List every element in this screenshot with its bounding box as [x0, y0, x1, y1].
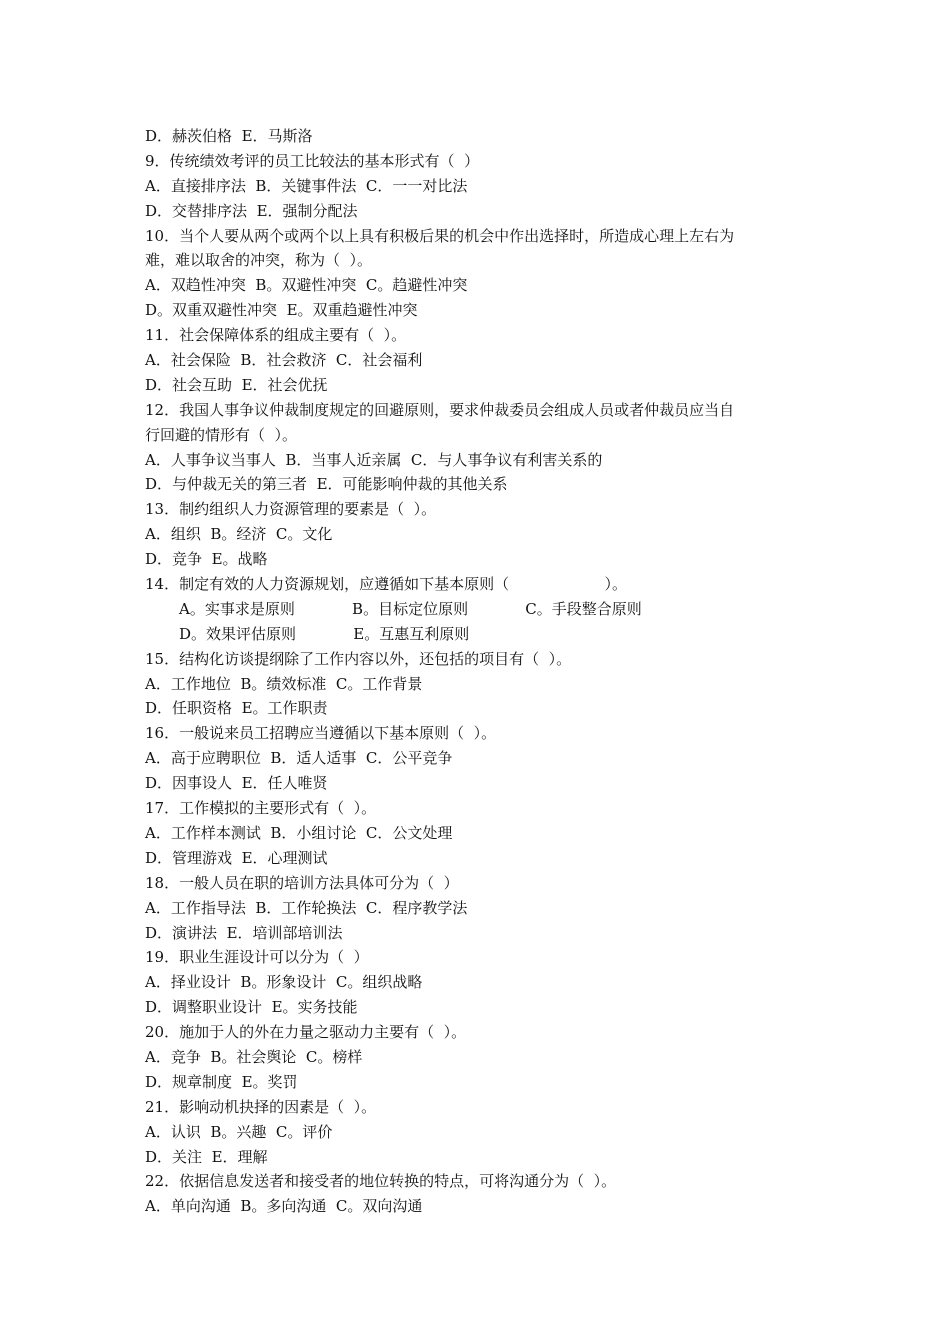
options-line: D．关注 E．理解 [145, 1147, 268, 1166]
options-line: A．认识 B。兴趣 C。评价 [145, 1122, 333, 1141]
question-15: 15．结构化访谈提纲除了工作内容以外，还包括的项目有（ ）。 [145, 649, 572, 668]
options-line: A．双趋性冲突 B。双避性冲突 C。趋避性冲突 [145, 276, 468, 295]
question-10: 10．当个人要从两个或两个以上具有积极后果的机会中作出选择时，所造成心理上左右为 [145, 226, 735, 245]
question-14: 14．制定有效的人力资源规划，应遵循如下基本原则（ ）。 [145, 575, 627, 594]
options-line: D．因事设人 E．任人唯贤 [145, 774, 328, 793]
question-21: 21．影响动机抉择的因素是（ ）。 [145, 1097, 377, 1116]
question-17: 17．工作模拟的主要形式有（ ）。 [145, 799, 377, 818]
options-line: A．组织 B。经济 C。文化 [145, 525, 333, 544]
options-line: D。双重双避性冲突 E。双重趋避性冲突 [145, 301, 418, 320]
question-11: 11．社会保障体系的组成主要有（ ）。 [145, 326, 407, 345]
options-line: A．人事争议当事人 B．当事人近亲属 C．与人事争议有利害关系的 [145, 450, 603, 469]
question-12-continued: 行回避的情形有（ ）。 [145, 425, 298, 444]
document-page [145, 124, 825, 1219]
options-line: D．与仲裁无关的第三者 E．可能影响仲裁的其他关系 [145, 475, 508, 494]
options-line: A．竞争 B。社会舆论 C。榜样 [145, 1047, 363, 1066]
question-9: 9．传统绩效考评的员工比较法的基本形式有（ ） [145, 151, 480, 170]
options-line: D．演讲法 E．培训部培训法 [145, 923, 343, 942]
options-line: A．社会保险 B．社会救济 C．社会福利 [145, 351, 423, 370]
options-line: D．管理游戏 E．心理测试 [145, 848, 328, 867]
question-12: 12．我国人事争议仲裁制度规定的回避原则，要求仲裁委员会组成人员或者仲裁员应当自 [145, 400, 735, 419]
options-line: A．单向沟通 B。多向沟通 C。双向沟通 [145, 1197, 423, 1216]
options-line: D．调整职业设计 E。实务技能 [145, 998, 358, 1017]
question-13: 13．制约组织人力资源管理的要素是（ ）。 [145, 500, 437, 519]
options-line: A．择业设计 B。形象设计 C。组织战略 [145, 973, 423, 992]
options-line: A．工作地位 B。绩效标准 C。工作背景 [145, 674, 423, 693]
options-line: A．工作样本测试 B．小组讨论 C．公文处理 [145, 823, 453, 842]
options-line: A．高于应聘职位 B．适人适事 C．公平竞争 [145, 749, 453, 768]
question-10-continued: 难，难以取舍的冲突，称为（ ）。 [145, 251, 373, 270]
question-18: 18．一般人员在职的培训方法具体可分为（ ） [145, 873, 459, 892]
options-line: D．任职资格 E。工作职责 [145, 699, 328, 718]
options-line: D．交替排序法 E．强制分配法 [145, 201, 358, 220]
options-line-indented: D。效果评估原则 E。互惠互利原则 [179, 624, 470, 643]
question-16: 16．一般说来员工招聘应当遵循以下基本原则（ ）。 [145, 724, 497, 743]
question-20: 20．施加于人的外在力量之驱动力主要有（ ）。 [145, 1023, 467, 1042]
options-line-indented: A。实事求是原则 B。目标定位原则 C。手段整合原则 [179, 599, 642, 618]
options-line: A．工作指导法 B．工作轮换法 C．程序教学法 [145, 898, 468, 917]
options-line: D．竞争 E。战略 [145, 550, 268, 569]
options-line: D．规章制度 E。奖罚 [145, 1072, 298, 1091]
question-22: 22．依据信息发送者和接受者的地位转换的特点，可将沟通分为（ ）。 [145, 1172, 617, 1191]
options-line: A．直接排序法 B．关键事件法 C．一一对比法 [145, 176, 468, 195]
options-line: D．社会互助 E．社会优抚 [145, 375, 328, 394]
text-line: D．赫茨伯格 E．马斯洛 [145, 127, 313, 145]
question-19: 19．职业生涯设计可以分为（ ） [145, 948, 369, 967]
